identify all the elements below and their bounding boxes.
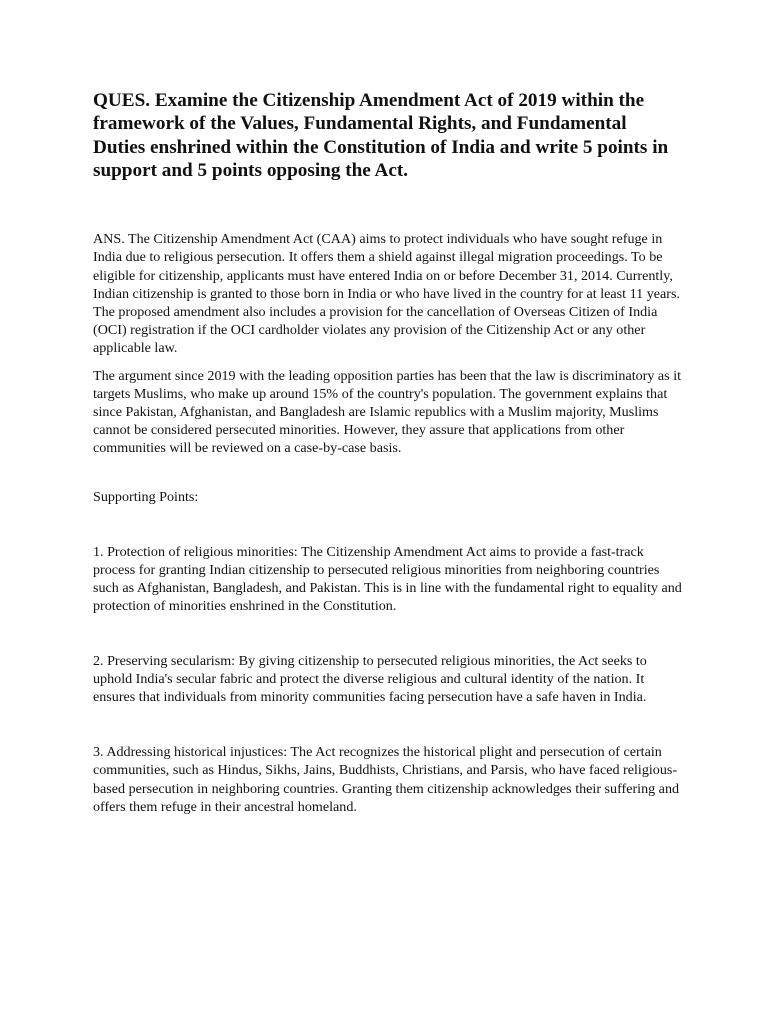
- supporting-point-2: 2. Preserving secularism: By giving citizenship to persecuted religious minorities, the Act seeks to uphold India's secular fabric and protect the diverse religious and cultural identity of the nation. It ensures that individuals from minority communities facing persecution have a safe haven in India.: [93, 652, 647, 706]
- answer-paragraph-1-text: The Citizenship Amendment Act (CAA) aims to protect individuals who have sought refuge in India due to religious persecution. It offers them a shield against illegal migration proceedings. To be eligible for citizenship, applicants must have entered India on or before December 31, 2014. Currently, Indian citizenship is granted to those born in India or who have lived in the country for at least 11 years. The proposed amendment also includes a provision for the cancellation of Overseas Citizen of India (OCI) registration if the OCI cardholder violates any provision of the Citizenship Act or any other applicable law.: [93, 231, 680, 357]
- supporting-point-3: 3. Addressing historical injustices: The Act recognizes the historical plight and persecution of certain communities, such as Hindus, Sikhs, Jains, Buddhists, Christians, and Parsis, who have faced religious-based persecution in neighboring countries. Granting them citizenship acknowledges their suffering and offers them refuge in their ancestral homeland.: [93, 744, 680, 815]
- question-heading: QUES. Examine the Citizenship Amendment Act of 2019 within the framework of the Values, Fundamental Rights, and Fundamental Duties enshrined within the Constitution of India and write 5 points in support and 5 points opposing the Act.: [93, 90, 669, 181]
- answer-label: ANS.: [93, 231, 125, 248]
- supporting-points-heading: Supporting Points:: [93, 488, 199, 505]
- supporting-point-1: 1. Protection of religious minorities: The Citizenship Amendment Act aims to provide a fast-track process for granting Indian citizenship to persecuted religious minorities from neighboring countries such as Afghanistan, Bangladesh, and Pakistan. This is in line with the fundamental right to equality and protection of minorities enshrined in the Constitution.: [93, 543, 682, 615]
- document-page: [93, 89, 683, 816]
- answer-paragraph-2: The argument since 2019 with the leading opposition parties has been that the law is discriminatory as it targets Muslims, who make up around 15% of the country's population. The government explains that since Pakistan, Afghanistan, and Bangladesh are Islamic republics with a Muslim majority, Muslims cannot be considered persecuted minorities. However, they assure that applications from other communities will be reviewed on a case-by-case basis.: [93, 367, 682, 457]
- answer-paragraph-1: [93, 230, 683, 357]
